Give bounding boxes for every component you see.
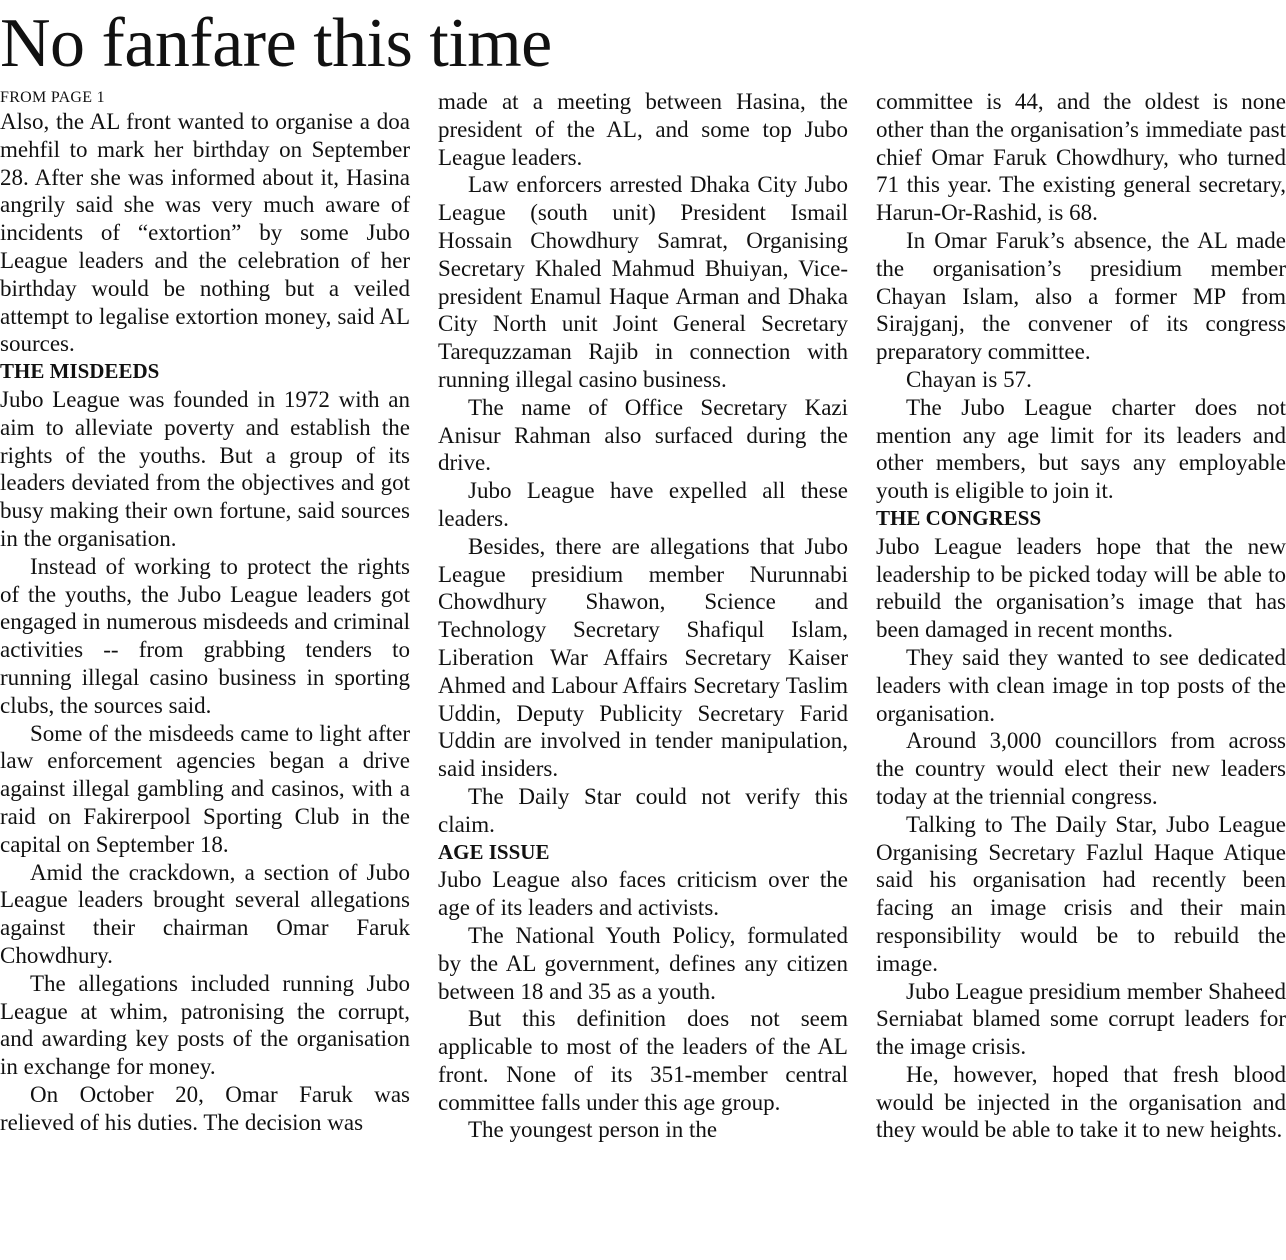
paragraph: Some of the misdeeds came to light after law enforcement agencies began a drive against illegal gambling and casinos, with a raid on Fakirerpool Sporting Club in the capital on September 18. <box>0 720 410 857</box>
article-column-3 <box>876 88 1286 1144</box>
paragraph: Instead of working to protect the rights of the youths, the Jubo League leaders got engaged in numerous misdeeds and criminal activities -- from grabbing tenders to running illegal casino business in sporting clubs, the sources said. <box>0 553 410 718</box>
section-heading-age-issue: AGE ISSUE <box>438 839 550 864</box>
headline: No fanfare this time <box>0 5 552 82</box>
paragraph: Amid the crackdown, a section of Jubo League leaders brought several allegations against their chairman Omar Faruk Chowdhury. <box>0 859 410 968</box>
paragraph: Around 3,000 councillors from across the country would elect their new leaders today at the triennial congress. <box>876 728 1286 809</box>
jump-line: FROM PAGE 1 <box>0 89 105 106</box>
article-column-1 <box>0 88 410 1136</box>
paragraph: Jubo League have expelled all these leaders. <box>438 478 848 531</box>
paragraph: made at a meeting between Hasina, the president of the AL, and some top Jubo League leaders. <box>438 89 848 170</box>
paragraph: The Jubo League charter does not mention any age limit for its leaders and other members, but says any employable youth is eligible to join it. <box>876 394 1286 504</box>
paragraph: Talking to The Daily Star, Jubo League Organising Secretary Fazlul Haque Atique said his organisation had recently been facing an image crisis and their main responsibility would be to rebuild the image. <box>876 811 1286 976</box>
paragraph: committee is 44, and the oldest is none other than the organisation’s immediate past chief Omar Faruk Chowdhury, who turned 71 this year. The existing general secretary, Harun-Or-Rashid, is 68. <box>876 89 1286 226</box>
paragraph: Jubo League leaders hope that the new leadership to be picked today will be able to rebuild the organisation’s image that has been damaged in recent months. <box>876 533 1286 643</box>
paragraph: They said they wanted to see dedicated leaders with clean image in top posts of the organisation. <box>876 644 1286 726</box>
paragraph: The name of Office Secretary Kazi Anisur Rahman also surfaced during the drive. <box>438 394 848 476</box>
article-column-2 <box>438 88 848 1144</box>
section-heading-congress: THE CONGRESS <box>876 505 1042 530</box>
paragraph: The National Youth Policy, formulated by the AL government, defines any citizen between 18 and 35 as a youth. <box>438 922 848 1004</box>
paragraph: The youngest person in the <box>468 1117 718 1143</box>
paragraph: Chayan is 57. <box>906 366 1032 392</box>
paragraph: Law enforcers arrested Dhaka City Jubo League (south unit) President Ismail Hossain Chowdhury Samrat, Organising Secretary Khaled Mahmud Bhuiyan, Vice-president Enamul Haque Arman and Dhaka City North unit Joint General Secretary Tarequzzaman Rajib in connection with running illegal casino business. <box>438 172 848 392</box>
section-heading-misdeeds: THE MISDEEDS <box>0 359 160 384</box>
paragraph: In Omar Faruk’s absence, the AL made the organisation’s presidium member Chayan Islam, also a former MP from Sirajganj, the convener of its congress preparatory committee. <box>876 227 1286 365</box>
paragraph: Also, the AL front wanted to organise a doa mehfil to mark her birthday on September 28. After she was informed about it, Hasina angrily said she was very much aware of incidents of “extortion” by some Jubo League leaders and the celebration of her birthday would be nothing but a veiled attempt to legalise extortion money, said AL sources. <box>0 109 410 357</box>
paragraph: Jubo League presidium member Shaheed Serniabat blamed some corrupt leaders for the image crisis. <box>876 978 1286 1060</box>
paragraph: The allegations included running Jubo League at whim, patronising the corrupt, and awarding key posts of the organisation in exchange for money. <box>0 970 410 1080</box>
paragraph: Besides, there are allegations that Jubo League presidium member Nurunnabi Chowdhury Shawon, Science and Technology Secretary Shafiqul Islam, Liberation War Affairs Secretary Kaiser Ahmed and Labour Affairs Secretary Taslim Uddin, Deputy Publicity Secretary Farid Uddin are involved in tender manipulation, said insiders. <box>438 533 848 782</box>
paragraph: Jubo League was founded in 1972 with an aim to alleviate poverty and establish the rights of the youths. But a group of its leaders deviated from the objectives and got busy making their own fortune, said sources in the organisation. <box>0 386 410 551</box>
paragraph: The Daily Star could not verify this claim. <box>438 783 848 837</box>
paragraph: But this definition does not seem applicable to most of the leaders of the AL front. None of its 351-member central committee falls under this age group. <box>438 1006 848 1115</box>
paragraph: Jubo League also faces criticism over the age of its leaders and activists. <box>438 867 848 921</box>
paragraph: On October 20, Omar Faruk was relieved of his duties. The decision was <box>0 1081 410 1135</box>
paragraph: He, however, hoped that fresh blood would be injected in the organisation and they would be able to take it to new heights. <box>876 1061 1286 1143</box>
